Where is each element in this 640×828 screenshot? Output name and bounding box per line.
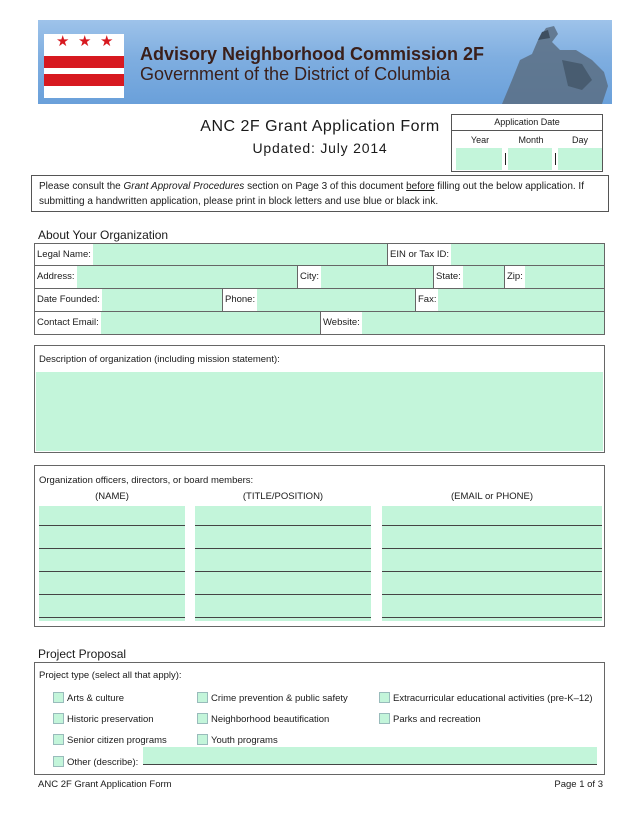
flag-star-icon: ★ xyxy=(56,33,70,50)
checkbox-parks-recreation[interactable] xyxy=(379,713,390,724)
state-label: State: xyxy=(434,266,463,288)
checkbox-arts-culture[interactable] xyxy=(53,692,64,703)
flag-bar xyxy=(44,56,124,68)
contact-email-label: Contact Email: xyxy=(35,312,101,334)
notice-text: Please consult the xyxy=(39,181,124,192)
phone-field[interactable] xyxy=(222,289,415,311)
entry-line xyxy=(195,594,371,595)
checkbox-senior-citizen[interactable] xyxy=(53,734,64,745)
day-label: Day xyxy=(571,135,588,145)
date-separator xyxy=(505,153,506,165)
entry-line xyxy=(382,525,602,526)
instructions-notice xyxy=(31,175,609,212)
column-header-contact: (EMAIL or PHONE) xyxy=(451,491,533,502)
equestrian-statue-icon xyxy=(442,20,612,104)
org-row-4 xyxy=(34,312,605,335)
phone-label: Phone: xyxy=(223,289,257,311)
entry-line xyxy=(39,525,185,526)
year-field[interactable] xyxy=(456,148,502,170)
officer-name-column[interactable] xyxy=(39,506,185,621)
header-banner xyxy=(38,20,612,104)
flag-star-icon: ★ xyxy=(78,33,92,50)
footer-form-name: ANC 2F Grant Application Form xyxy=(38,779,172,790)
ein-label: EIN or Tax ID: xyxy=(388,244,451,265)
flag-star-icon: ★ xyxy=(100,33,114,50)
ein-field[interactable] xyxy=(387,244,606,265)
fax-field[interactable] xyxy=(415,289,606,311)
address-field[interactable] xyxy=(35,266,297,288)
entry-line xyxy=(382,594,602,595)
date-separator xyxy=(555,153,556,165)
government-name: Government of the District of Columbia xyxy=(140,64,451,84)
option-label: Arts & culture xyxy=(67,693,125,704)
officers-label: Organization officers, directors, or board members: xyxy=(39,475,254,486)
footer-page-number: Page 1 of 3 xyxy=(554,779,603,790)
checkbox-extracurricular[interactable] xyxy=(379,692,390,703)
other-describe-field[interactable] xyxy=(143,747,597,765)
flag-bar xyxy=(44,74,124,86)
notice-underlined: before xyxy=(406,181,435,192)
notice-text: section on Page 3 of this document xyxy=(244,181,407,192)
description-label: Description of organization (including mission statement): xyxy=(39,354,280,365)
legal-name-label: Legal Name: xyxy=(35,244,93,265)
entry-line xyxy=(195,525,371,526)
city-field[interactable] xyxy=(297,266,433,288)
option-label: Youth programs xyxy=(211,735,278,746)
checkbox-historic-preservation[interactable] xyxy=(53,713,64,724)
entry-line xyxy=(39,571,185,572)
option-label: Neighborhood beautification xyxy=(211,714,330,725)
option-label: Senior citizen programs xyxy=(67,735,167,746)
checkbox-other[interactable] xyxy=(53,756,64,767)
contact-email-field[interactable] xyxy=(35,312,320,334)
entry-line xyxy=(39,548,185,549)
section-title-organization: About Your Organization xyxy=(38,228,169,242)
commission-name: Advisory Neighborhood Commission 2F xyxy=(140,44,485,64)
month-label: Month xyxy=(518,135,544,145)
entry-line xyxy=(195,617,371,618)
officer-contact-column[interactable] xyxy=(382,506,602,621)
section-title-project: Project Proposal xyxy=(38,647,127,661)
entry-line xyxy=(39,594,185,595)
option-label: Parks and recreation xyxy=(393,714,481,725)
day-field[interactable] xyxy=(558,148,602,170)
option-label: Extracurricular educational activities (pre-K–12) xyxy=(393,693,593,704)
website-field[interactable] xyxy=(320,312,606,334)
legal-name-field[interactable] xyxy=(35,244,387,265)
option-label: Other (describe): xyxy=(67,757,139,768)
description-textarea[interactable] xyxy=(36,372,603,451)
zip-label: Zip: xyxy=(505,266,525,288)
column-header-name: (NAME) xyxy=(95,491,129,502)
entry-line xyxy=(195,548,371,549)
checkbox-neighborhood-beautification[interactable] xyxy=(197,713,208,724)
org-row-1 xyxy=(34,243,605,266)
option-label: Historic preservation xyxy=(67,714,154,725)
org-row-3 xyxy=(34,289,605,312)
notice-text: filling out the below application. If submitting a handwritten application, please print in block letters and use blue or black ink. xyxy=(39,181,584,207)
description-box xyxy=(34,345,605,453)
application-date-heading: Application Date xyxy=(452,115,602,131)
city-label: City: xyxy=(298,266,321,288)
project-type-label: Project type (select all that apply): xyxy=(39,670,182,681)
option-label: Crime prevention & public safety xyxy=(211,693,348,704)
officers-box xyxy=(34,465,605,627)
date-founded-label: Date Founded: xyxy=(35,289,102,311)
officer-title-column[interactable] xyxy=(195,506,371,621)
month-field[interactable] xyxy=(508,148,552,170)
project-type-box xyxy=(34,662,605,775)
notice-emphasis: Grant Approval Procedures xyxy=(123,181,245,192)
fax-label: Fax: xyxy=(416,289,438,311)
checkbox-youth-programs[interactable] xyxy=(197,734,208,745)
column-header-title: (TITLE/POSITION) xyxy=(242,491,324,502)
year-label: Year xyxy=(470,135,490,145)
entry-line xyxy=(382,571,602,572)
entry-line xyxy=(39,617,185,618)
form-title: ANC 2F Grant Application Form xyxy=(200,118,440,135)
website-label: Website: xyxy=(321,312,362,334)
entry-line xyxy=(195,571,371,572)
form-subtitle: Updated: July 2014 xyxy=(252,140,388,156)
entry-line xyxy=(382,617,602,618)
address-label: Address: xyxy=(35,266,77,288)
checkbox-crime-prevention[interactable] xyxy=(197,692,208,703)
application-date-box xyxy=(451,114,603,172)
date-founded-field[interactable] xyxy=(35,289,222,311)
entry-line xyxy=(382,548,602,549)
zip-field[interactable] xyxy=(504,266,606,288)
org-row-2 xyxy=(34,266,605,289)
state-field[interactable] xyxy=(433,266,504,288)
